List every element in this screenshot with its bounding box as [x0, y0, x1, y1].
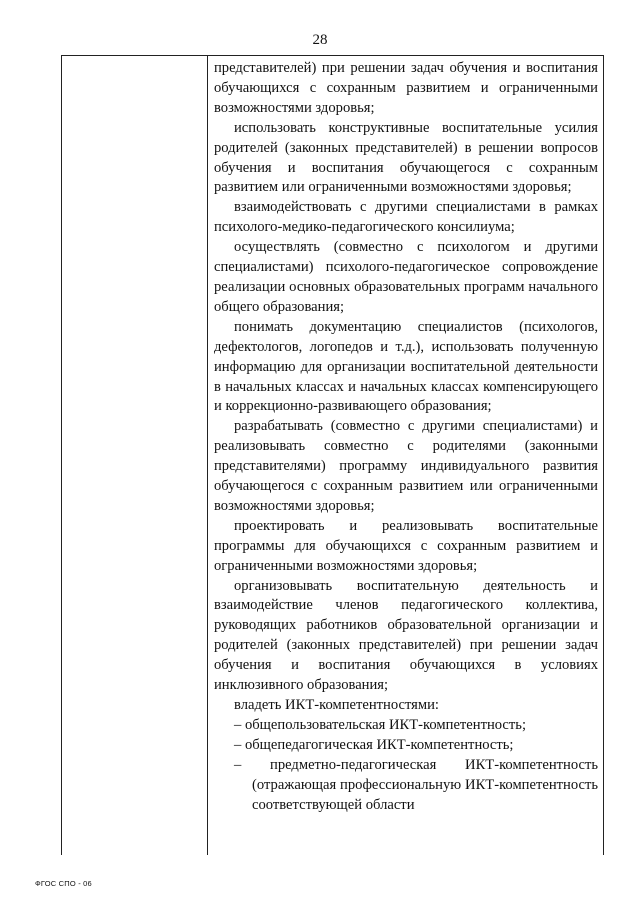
list-item: – общепользовательская ИКТ-компетентность; [234, 716, 527, 733]
paragraph: организовывать воспитательную деятельность и взаимодействие членов педагогического коллектива, руководящих работников образовательной организации и родителей (законных представителей) при решении задач обучения и воспитания обучающихся в условиях инклюзивного образования; [214, 577, 598, 694]
table-cell-content [214, 59, 598, 815]
list-item: – общепедагогическая ИКТ-компетентность; [234, 736, 514, 753]
paragraph: использовать конструктивные воспитательные усилия родителей (законных представителей) в решении вопросов обучения и воспитания обучающегося с сохранным развитием или ограниченными возможностями здоровья; [214, 119, 598, 196]
column-divider [207, 56, 208, 855]
paragraph: осуществлять (совместно с психологом и другими специалистами) психолого-педагогическое сопровождение реализации основных образовательных программ начального общего образования; [214, 239, 598, 315]
footer-label: ФГОС СПО - 06 [35, 879, 92, 888]
paragraph: взаимодействовать с другими специалистами в рамках психолого-медико-педагогического консилиума; [214, 199, 598, 236]
paragraph: разрабатывать (совместно с другими специалистами) и реализовывать совместно с родителями (законными представителями) программу индивидуального развития обучающегося с сохранным развитием или ограниченными возможностями здоровья; [214, 418, 598, 514]
page-number: 28 [312, 32, 328, 48]
paragraph: понимать документацию специалистов (психологов, дефектологов, логопедов и т.д.), использовать полученную информацию для организации воспитательной деятельности в начальных классах и начальных классах компенсирующего и коррекционно-развивающего образования; [214, 318, 598, 415]
list-item: – предметно-педагогическая ИКТ-компетентность (отражающая профессиональную ИКТ-компетентность соответствующей области [234, 756, 598, 813]
paragraph: представителей) при решении задач обучения и воспитания обучающихся с сохранным развитием и ограниченными возможностями здоровья; [214, 60, 598, 116]
paragraph: проектировать и реализовывать воспитательные программы для обучающихся с сохранным развитием и ограниченными возможностями здоровья; [214, 517, 598, 574]
paragraph: владеть ИКТ-компетентностями: [234, 697, 439, 713]
requirements-table [61, 55, 604, 855]
